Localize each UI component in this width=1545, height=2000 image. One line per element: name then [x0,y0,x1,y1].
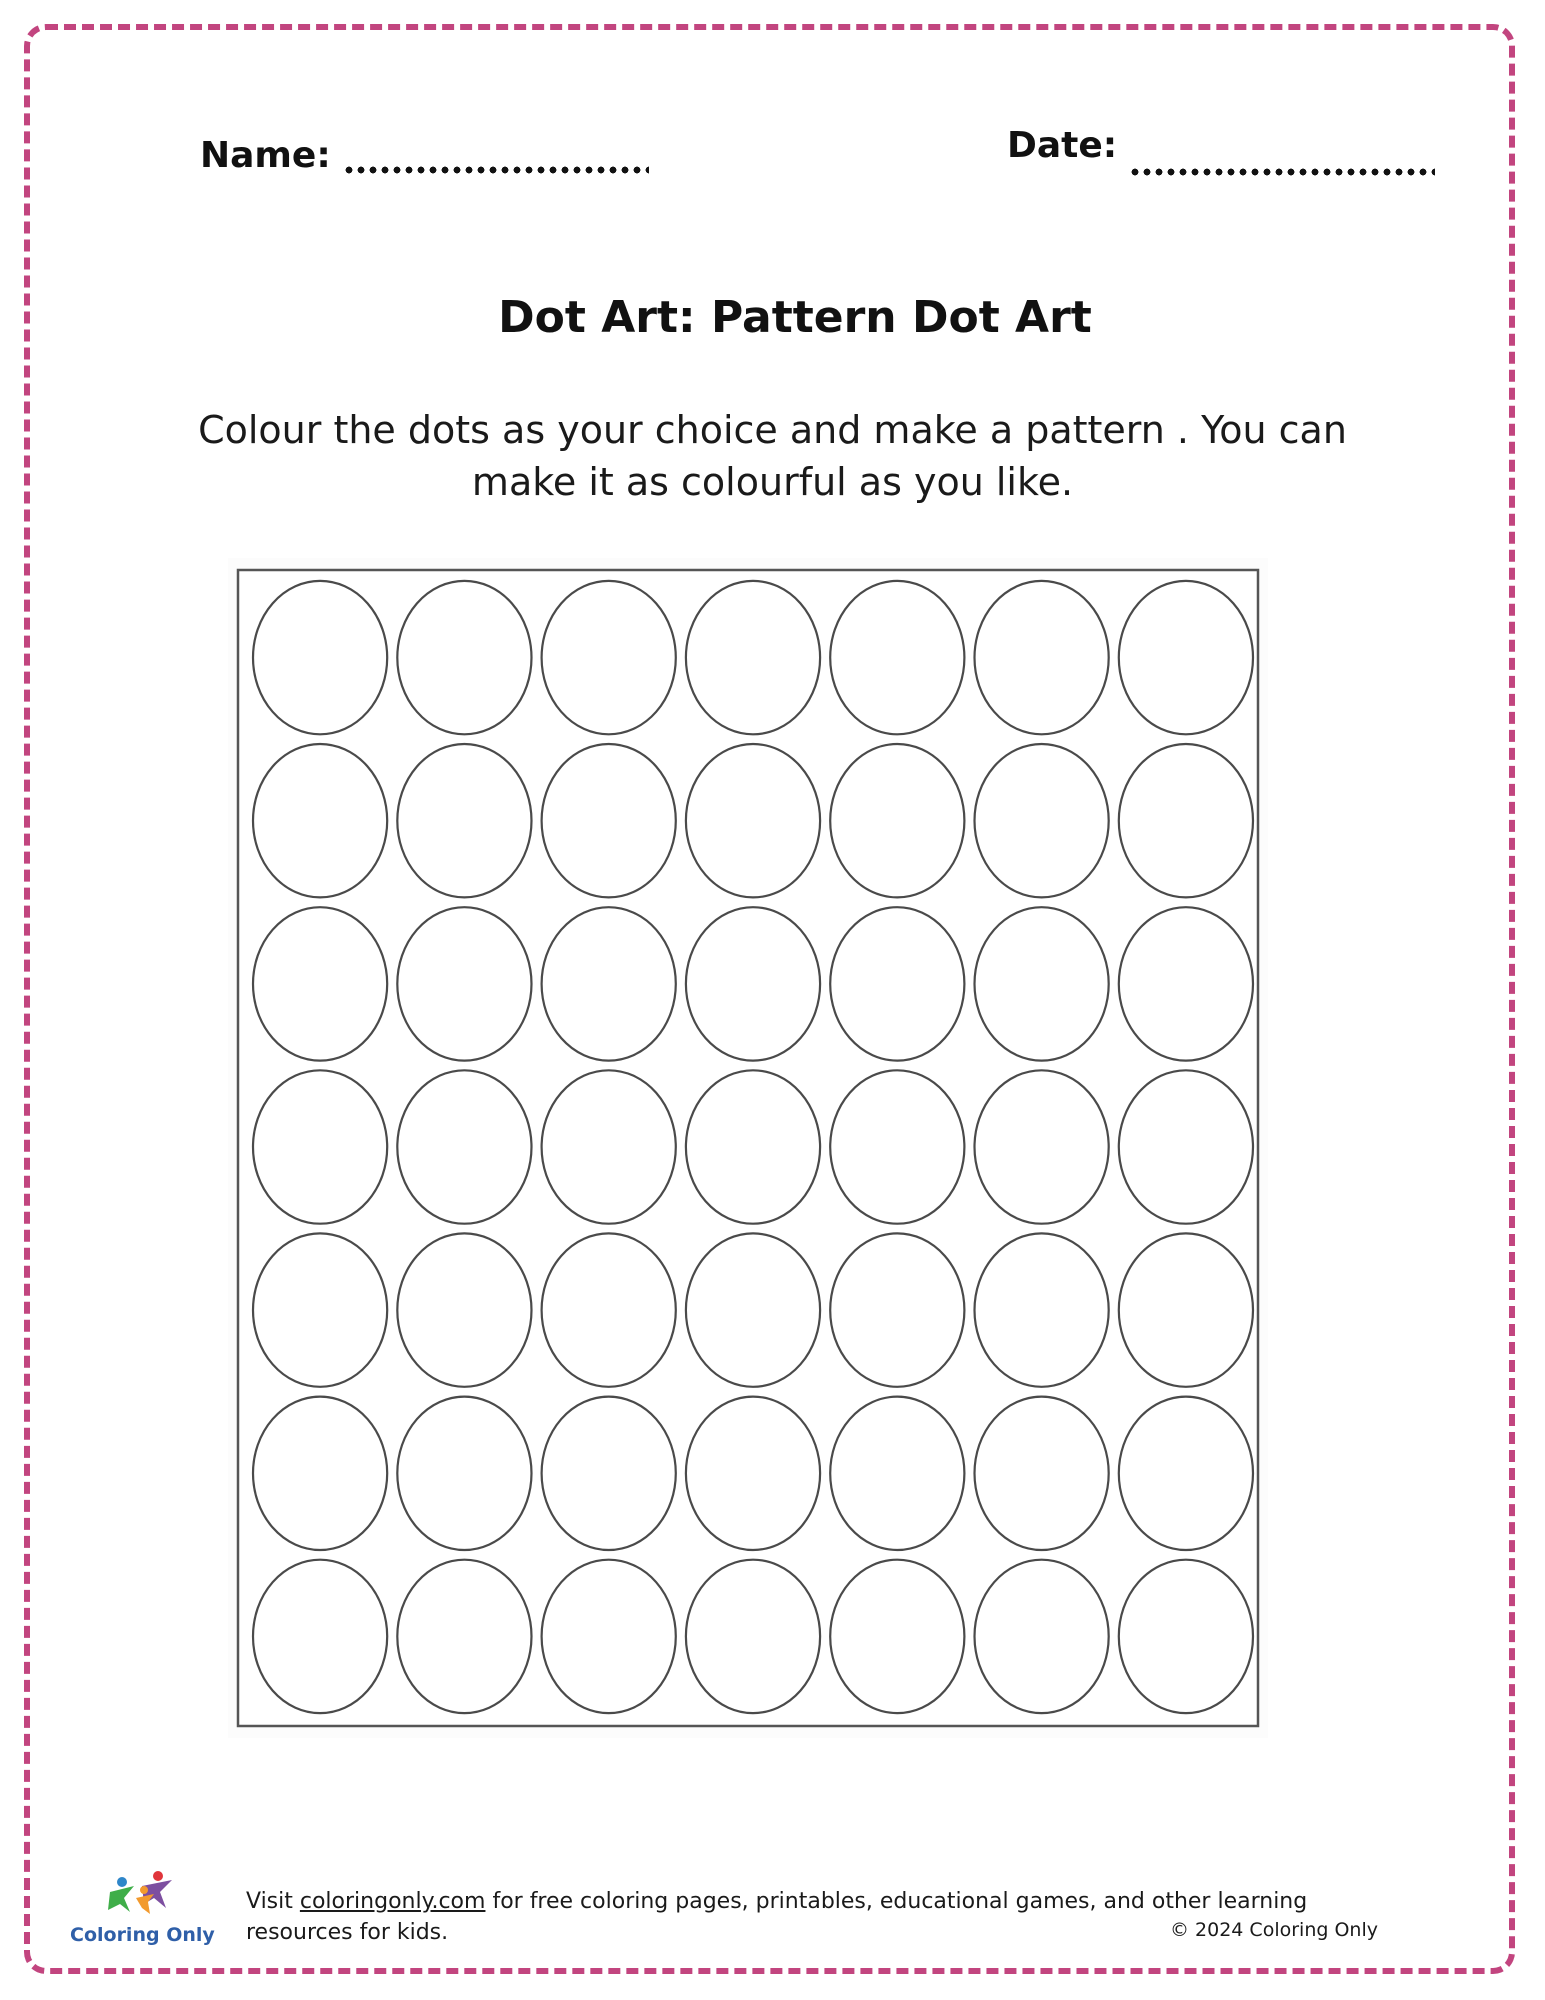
footer-visit-suffix: for free coloring pages, printables, educational games, and other learning resources for kids. [246,1889,1308,1945]
website-link[interactable]: coloringonly.com [299,1889,486,1914]
dot-circle[interactable] [397,1233,531,1386]
dot-circle[interactable] [830,1233,964,1386]
dot-circle[interactable] [542,1070,676,1223]
dot-circle[interactable] [830,744,964,897]
dot-circle[interactable] [397,1070,531,1223]
dot-circle[interactable] [397,744,531,897]
date-field [1007,126,1435,166]
name-dotted-line[interactable] [343,166,649,174]
dot-circle[interactable] [542,1397,676,1550]
brand-name: Coloring Only [70,1924,215,1946]
dot-circle[interactable] [397,1397,531,1550]
dot-circle[interactable] [253,1070,387,1223]
name-label: Name: [200,135,331,176]
dot-circle[interactable] [975,744,1109,897]
brand-logo[interactable] [70,1868,215,1958]
dot-circle[interactable] [1119,744,1253,897]
date-label: Date: [1007,125,1118,166]
dot-circle[interactable] [397,581,531,734]
dot-circle[interactable] [253,1397,387,1550]
dot-circle[interactable] [253,907,387,1060]
dot-circle[interactable] [686,1560,820,1713]
dot-circle[interactable] [686,1397,820,1550]
dot-circle[interactable] [686,744,820,897]
dot-circle[interactable] [542,581,676,734]
dot-circle[interactable] [830,1397,964,1550]
dot-circle[interactable] [397,1560,531,1713]
dot-circle[interactable] [686,907,820,1060]
worksheet-title: Dot Art: Pattern Dot Art [498,292,1092,343]
dot-circle[interactable] [397,907,531,1060]
dot-circle[interactable] [975,1560,1109,1713]
dot-grid [228,558,1268,1738]
dot-circle[interactable] [686,581,820,734]
copyright-text: © 2024 Coloring Only [1170,1919,1378,1941]
dot-circle[interactable] [542,744,676,897]
dot-circle[interactable] [253,1233,387,1386]
dot-circle[interactable] [542,907,676,1060]
dot-circle[interactable] [253,1560,387,1713]
name-field [200,136,649,176]
dot-circle[interactable] [542,1233,676,1386]
dot-circle[interactable] [686,1233,820,1386]
dot-circle[interactable] [1119,1560,1253,1713]
dot-circle[interactable] [1119,1397,1253,1550]
dot-circle[interactable] [830,581,964,734]
dot-circle[interactable] [1119,907,1253,1060]
dot-circle[interactable] [253,744,387,897]
dot-circle[interactable] [542,1560,676,1713]
date-dotted-line[interactable] [1129,168,1435,176]
dot-circle[interactable] [975,581,1109,734]
dot-circle[interactable] [830,1070,964,1223]
logo-figures-icon [100,1868,190,1918]
dot-circle[interactable] [830,1560,964,1713]
dot-circle[interactable] [686,1070,820,1223]
dot-circle[interactable] [975,907,1109,1060]
instructions-text: Colour the dots as your choice and make a pattern . You can make it as colourful as you like. [198,408,1347,504]
dot-circle[interactable] [830,907,964,1060]
dot-circle[interactable] [975,1397,1109,1550]
dot-circle[interactable] [253,581,387,734]
footer-visit-prefix: Visit [246,1889,300,1914]
dot-circle[interactable] [1119,1233,1253,1386]
dot-circle[interactable] [1119,1070,1253,1223]
dot-circle[interactable] [975,1070,1109,1223]
dot-circle[interactable] [1119,581,1253,734]
dot-grid-svg [228,558,1268,1738]
dot-circle[interactable] [975,1233,1109,1386]
